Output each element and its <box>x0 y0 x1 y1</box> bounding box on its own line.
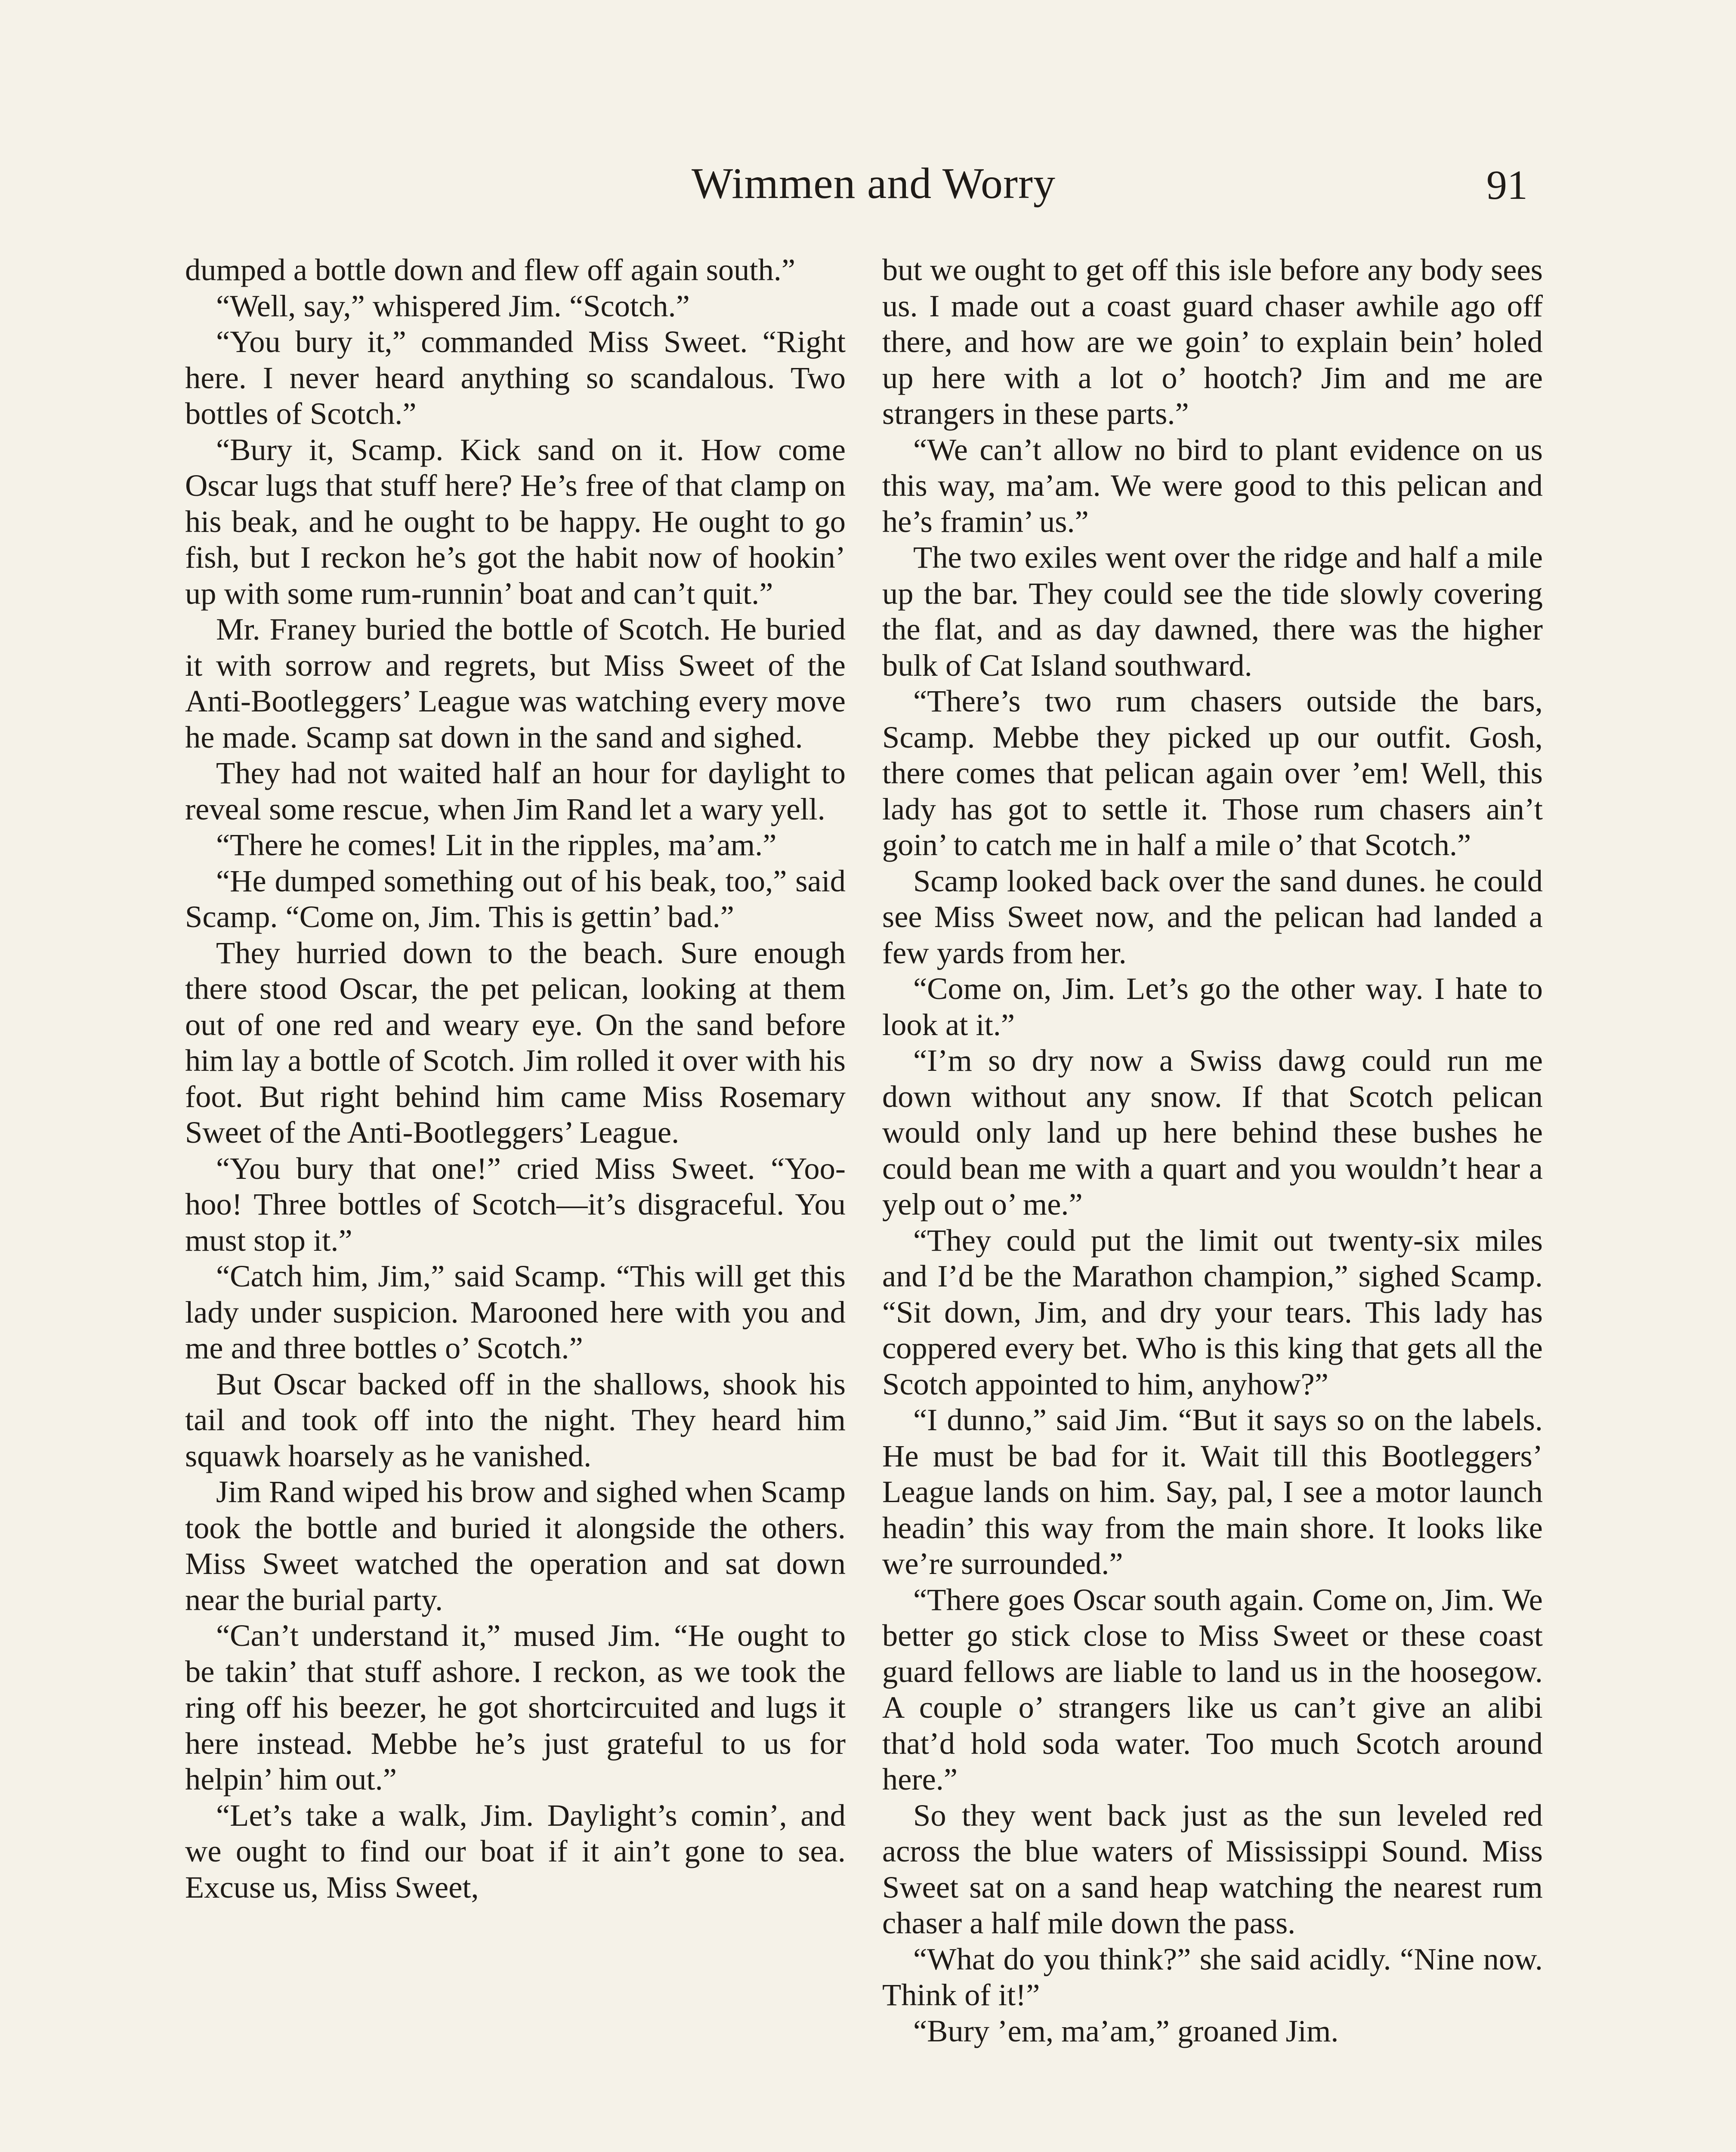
paragraph: “Bury it, Scamp. Kick sand on it. How come Oscar lugs that stuff here? He’s free of that clamp on his beak, and he ought to be happy. He ought to go fish, but I reckon he’s got the habit now of hookin’ up with some rum-runnin’ boat and can’t quit.” <box>185 432 846 611</box>
paragraph: “What do you think?” she said acidly. “Nine now. Think of it!” <box>882 1941 1543 2012</box>
left-column <box>185 252 846 1905</box>
right-column <box>882 252 1543 2049</box>
paragraph: “Catch him, Jim,” said Scamp. “This will get this lady under suspicion. Marooned here with you and me and three bottles o’ Scotch.” <box>185 1258 846 1365</box>
paragraph: Jim Rand wiped his brow and sighed when Scamp took the bottle and buried it alongside the others. Miss Sweet watched the operation and sat down near the burial party. <box>185 1474 846 1617</box>
paragraph: But Oscar backed off in the shallows, shook his tail and took off into the night. They heard him squawk hoarsely as he vanished. <box>185 1366 846 1473</box>
paragraph: “There goes Oscar south again. Come on, Jim. We better go stick close to Miss Sweet or these coast guard fellows are liable to land us in the hoosegow. A couple o’ strangers like us can’t give an alibi that’d hold soda water. Too much Scotch around here.” <box>882 1582 1543 1796</box>
running-head <box>181 158 1566 219</box>
paragraph: So they went back just as the sun leveled red across the blue waters of Mississippi Sound. Miss Sweet sat on a sand heap watching the nearest rum chaser a half mile down the pass. <box>882 1797 1543 1940</box>
paragraph: “He dumped something out of his beak, too,” said Scamp. “Come on, Jim. This is gettin’ bad.” <box>185 863 846 934</box>
paragraph: “I dunno,” said Jim. “But it says so on the labels. He must be bad for it. Wait till this Bootleggers’ League lands on him. Say, pal, I see a motor launch headin’ this way from the main shore. It looks like we’re surrounded.” <box>882 1402 1543 1581</box>
paragraph: “You bury that one!” cried Miss Sweet. “Yoo-hoo! Three bottles of Scotch—it’s disgraceful. You must stop it.” <box>185 1150 846 1258</box>
running-title: Wimmen and Worry <box>692 159 1056 208</box>
page-number: 91 <box>1486 162 1528 208</box>
paragraph: Scamp looked back over the sand dunes. he could see Miss Sweet now, and the pelican had landed a few yards from her. <box>882 863 1543 970</box>
paragraph: “Let’s take a walk, Jim. Daylight’s comin’, and we ought to find our boat if it ain’t gone to sea. Excuse us, Miss Sweet, <box>185 1797 846 1905</box>
paragraph: “Well, say,” whispered Jim. “Scotch.” <box>216 288 690 323</box>
paragraph: “There he comes! Lit in the ripples, ma’am.” <box>216 827 777 862</box>
paragraph: They had not waited half an hour for daylight to reveal some rescue, when Jim Rand let a wary yell. <box>185 755 846 826</box>
paragraph: Mr. Franey buried the bottle of Scotch. He buried it with sorrow and regrets, but Miss Sweet of the Anti-Bootleggers’ League was watching every move he made. Scamp sat down in the sand and sighed. <box>185 612 846 754</box>
paragraph: dumped a bottle down and flew off again south.” <box>185 252 796 287</box>
paragraph: “Come on, Jim. Let’s go the other way. I hate to look at it.” <box>882 971 1543 1042</box>
paragraph: “Bury ’em, ma’am,” groaned Jim. <box>913 2013 1339 2048</box>
paragraph: “You bury it,” commanded Miss Sweet. “Right here. I never heard anything so scandalous. Two bottles of Scotch.” <box>185 324 846 431</box>
paragraph: “We can’t allow no bird to plant evidence on us this way, ma’am. We were good to this pelican and he’s framin’ us.” <box>882 432 1543 539</box>
paragraph: “They could put the limit out twenty-six miles and I’d be the Marathon champion,” sighed Scamp. “Sit down, Jim, and dry your tears. This lady has coppered every bet. Who is this king that gets all the Scotch appointed to him, anyhow?” <box>882 1222 1543 1401</box>
paragraph: They hurried down to the beach. Sure enough there stood Oscar, the pet pelican, looking at them out of one red and weary eye. On the sand before him lay a bottle of Scotch. Jim rolled it over with his foot. But right behind him came Miss Rosemary Sweet of the Anti-Bootleggers’ League. <box>185 935 846 1150</box>
paragraph: The two exiles went over the ridge and half a mile up the bar. They could see the tide slowly covering the flat, and as day dawned, there was the higher bulk of Cat Island southward. <box>882 540 1543 683</box>
paragraph: “I’m so dry now a Swiss dawg could run me down without any snow. If that Scotch pelican would only land up here behind these bushes he could bean me with a quart and you wouldn’t hear a yelp out o’ me.” <box>882 1043 1543 1221</box>
paragraph: but we ought to get off this isle before any body sees us. I made out a coast guard chaser awhile ago off there, and how are we goin’ to explain bein’ holed up here with a lot o’ hootch? Jim and me are strangers in these parts.” <box>882 252 1543 431</box>
paragraph: “Can’t understand it,” mused Jim. “He ought to be takin’ that stuff ashore. I reckon, as we took the ring off his beezer, he got shortcircuited and lugs it here instead. Mebbe he’s just grateful to us for helpin’ him out.” <box>185 1618 846 1796</box>
paragraph: “There’s two rum chasers outside the bars, Scamp. Mebbe they picked up our outfit. Gosh, there comes that pelican again over ’em! Well, this lady has got to settle it. Those rum chasers ain’t goin’ to catch me in half a mile o’ that Scotch.” <box>882 683 1543 862</box>
